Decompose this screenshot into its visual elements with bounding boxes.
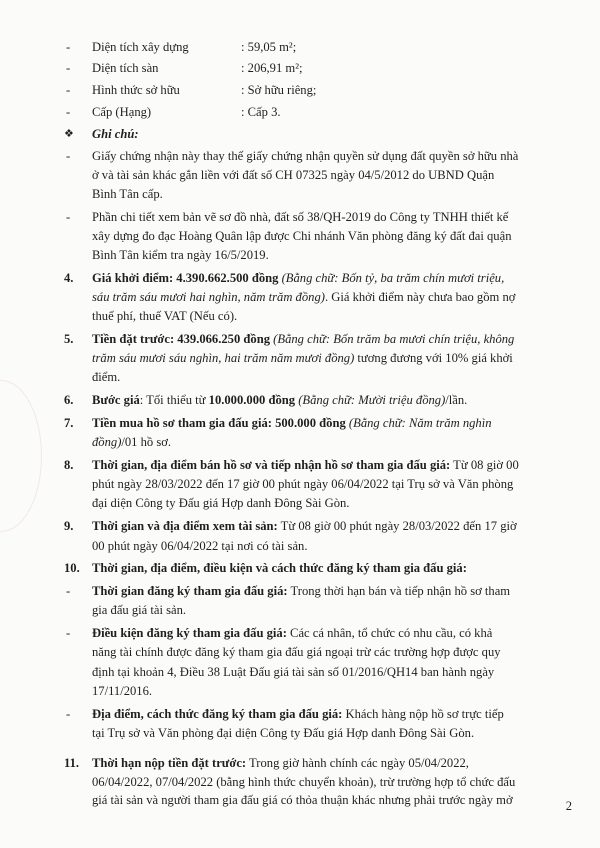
- section-10a-line-2: gia đấu giá tài sản.: [92, 603, 187, 618]
- diamond-icon: ❖: [64, 127, 74, 140]
- bullet-dash: -: [66, 209, 71, 224]
- section-5-line-1: Tiền đặt trước: 439.066.250 đồng (Bằng chữ: Bốn trăm ba mươi chín triệu, không: [92, 332, 515, 347]
- section-7-line-2: đồng)/01 hồ sơ.: [92, 435, 172, 450]
- note-line: Bình Tân kiểm tra ngày 16/5/2019.: [92, 248, 269, 263]
- bullet-dash: -: [66, 584, 71, 599]
- section-4-line-3: thuế phí, thuế VAT (Nếu có).: [92, 309, 238, 324]
- section-5-line-3: điểm.: [92, 370, 121, 385]
- section-number: 9.: [64, 519, 74, 534]
- section-10b-line-1: Điều kiện đăng ký tham gia đấu giá: Các cá nhân, tổ chức có nhu cầu, có khả: [92, 626, 493, 641]
- bullet-dash: -: [66, 61, 71, 75]
- note-line: Bình Tân cấp.: [92, 187, 163, 202]
- note-line: xây dựng đo đạc Hoàng Quân lập được Chi nhánh Văn phòng đăng ký đất đai quận: [92, 229, 512, 244]
- section-number: 6.: [64, 393, 74, 408]
- prop-value: : Sở hữu riêng;: [241, 82, 317, 97]
- section-6-line-1: Bước giá: Tối thiểu từ 10.000.000 đồng (Bằng chữ: Mười triệu đồng)/lần.: [92, 393, 468, 408]
- section-number: 5.: [64, 332, 74, 347]
- bullet-dash: -: [66, 148, 71, 163]
- bullet-dash: -: [66, 706, 71, 721]
- bullet-dash: -: [66, 40, 71, 54]
- page-number: 2: [565, 799, 572, 813]
- prop-value: : 206,91 m²;: [241, 61, 303, 75]
- section-10-heading: Thời gian, địa điểm, điều kiện và cách thức đăng ký tham gia đấu giá:: [92, 561, 467, 576]
- section-number: 11.: [64, 756, 80, 770]
- section-11-line-1: Thời hạn nộp tiền đặt trước: Trong giờ hành chính các ngày 05/04/2022,: [92, 756, 469, 770]
- section-4-line-1: Giá khởi điểm: 4.390.662.500 đồng (Bằng chữ: Bốn tỷ, ba trăm chín mươi triệu,: [92, 271, 505, 286]
- prop-label: Diện tích xây dựng: [92, 40, 189, 54]
- section-number: 8.: [64, 458, 74, 473]
- section-number: 7.: [64, 416, 74, 431]
- section-10c-line-2: tại Trụ sở và Văn phòng đại diện Công ty Đấu giá Hợp danh Đông Sài Gòn.: [92, 725, 475, 740]
- section-11-line-3: giá tài sản và người tham gia đấu giá có thỏa thuận khác nhưng phải trước ngày mở: [92, 793, 513, 807]
- section-number: 10.: [64, 561, 80, 576]
- bullet-dash: -: [66, 82, 71, 97]
- prop-label: Cấp (Hạng): [92, 104, 152, 119]
- section-10b-line-3: định tại khoản 4, Điều 38 Luật Đấu giá tài sản số 01/2016/QH14 ban hành ngày: [92, 664, 495, 679]
- section-10b-line-2: năng tài chính được đăng ký tham gia đấu giá ngoại trừ các trường hợp được quy: [92, 645, 501, 660]
- section-10a-line-1: Thời gian đăng ký tham gia đấu giá: Trong thời hạn bán và tiếp nhận hồ sơ tham: [92, 584, 511, 599]
- prop-value: : 59,05 m²;: [241, 40, 297, 54]
- section-7-line-1: Tiền mua hồ sơ tham gia đấu giá: 500.000 đồng (Bằng chữ: Năm trăm nghìn: [92, 416, 492, 431]
- note-line: Giấy chứng nhận này thay thế giấy chứng nhận quyền sử dụng đất quyền sở hữu nhà: [92, 148, 519, 163]
- note-line: Phần chi tiết xem bản vẽ sơ đồ nhà, đất số 38/QH-2019 do Công ty TNHH thiết kế: [92, 209, 509, 224]
- faint-stamp-mark: [0, 380, 42, 532]
- prop-label: Diện tích sàn: [92, 61, 159, 75]
- section-9-line-2: 00 phút ngày 06/04/2022 tại nơi có tài sản.: [92, 538, 308, 553]
- bullet-dash: -: [66, 626, 71, 641]
- section-9-line-1: Thời gian và địa điểm xem tài sản: Từ 08 giờ 00 phút ngày 28/03/2022 đến 17 giờ: [92, 519, 517, 534]
- bullet-dash: -: [66, 104, 71, 119]
- section-10c-line-1: Địa điểm, cách thức đăng ký tham gia đấu giá: Khách hàng nộp hồ sơ trực tiếp: [92, 706, 504, 721]
- section-4-line-2: sáu trăm sáu mươi hai nghìn, năm trăm đồng). Giá khởi điểm này chưa bao gồm nợ: [92, 290, 516, 305]
- section-5-line-2: trăm sáu mươi sáu nghìn, hai trăm năm mươi đồng) tương đương với 10% giá khởi: [92, 351, 513, 366]
- section-8-line-2: phút ngày 28/03/2022 đến 17 giờ 00 phút ngày 06/04/2022 tại Trụ sở và Văn phòng: [92, 477, 514, 492]
- notes-title: Ghi chú:: [92, 126, 139, 141]
- prop-value: : Cấp 3.: [241, 104, 281, 119]
- section-11-line-2: 06/04/2022, 07/04/2022 (bằng hình thức chuyển khoản), trừ trường hợp tổ chức đấu: [92, 775, 516, 789]
- section-number: 4.: [64, 271, 74, 286]
- section-10b-line-4: 17/11/2016.: [92, 683, 153, 698]
- prop-label: Hình thức sở hữu: [92, 82, 180, 97]
- note-line: ở và tài sản khác gắn liền với đất số CH 07325 ngày 04/5/2012 do UBND Quận: [92, 167, 495, 182]
- section-8-line-1: Thời gian, địa điểm bán hồ sơ và tiếp nhận hồ sơ tham gia đấu giá: Từ 08 giờ 00: [92, 458, 519, 473]
- section-8-line-3: đại diện Công ty Đấu giá Hợp danh Đông Sài Gòn.: [92, 496, 350, 511]
